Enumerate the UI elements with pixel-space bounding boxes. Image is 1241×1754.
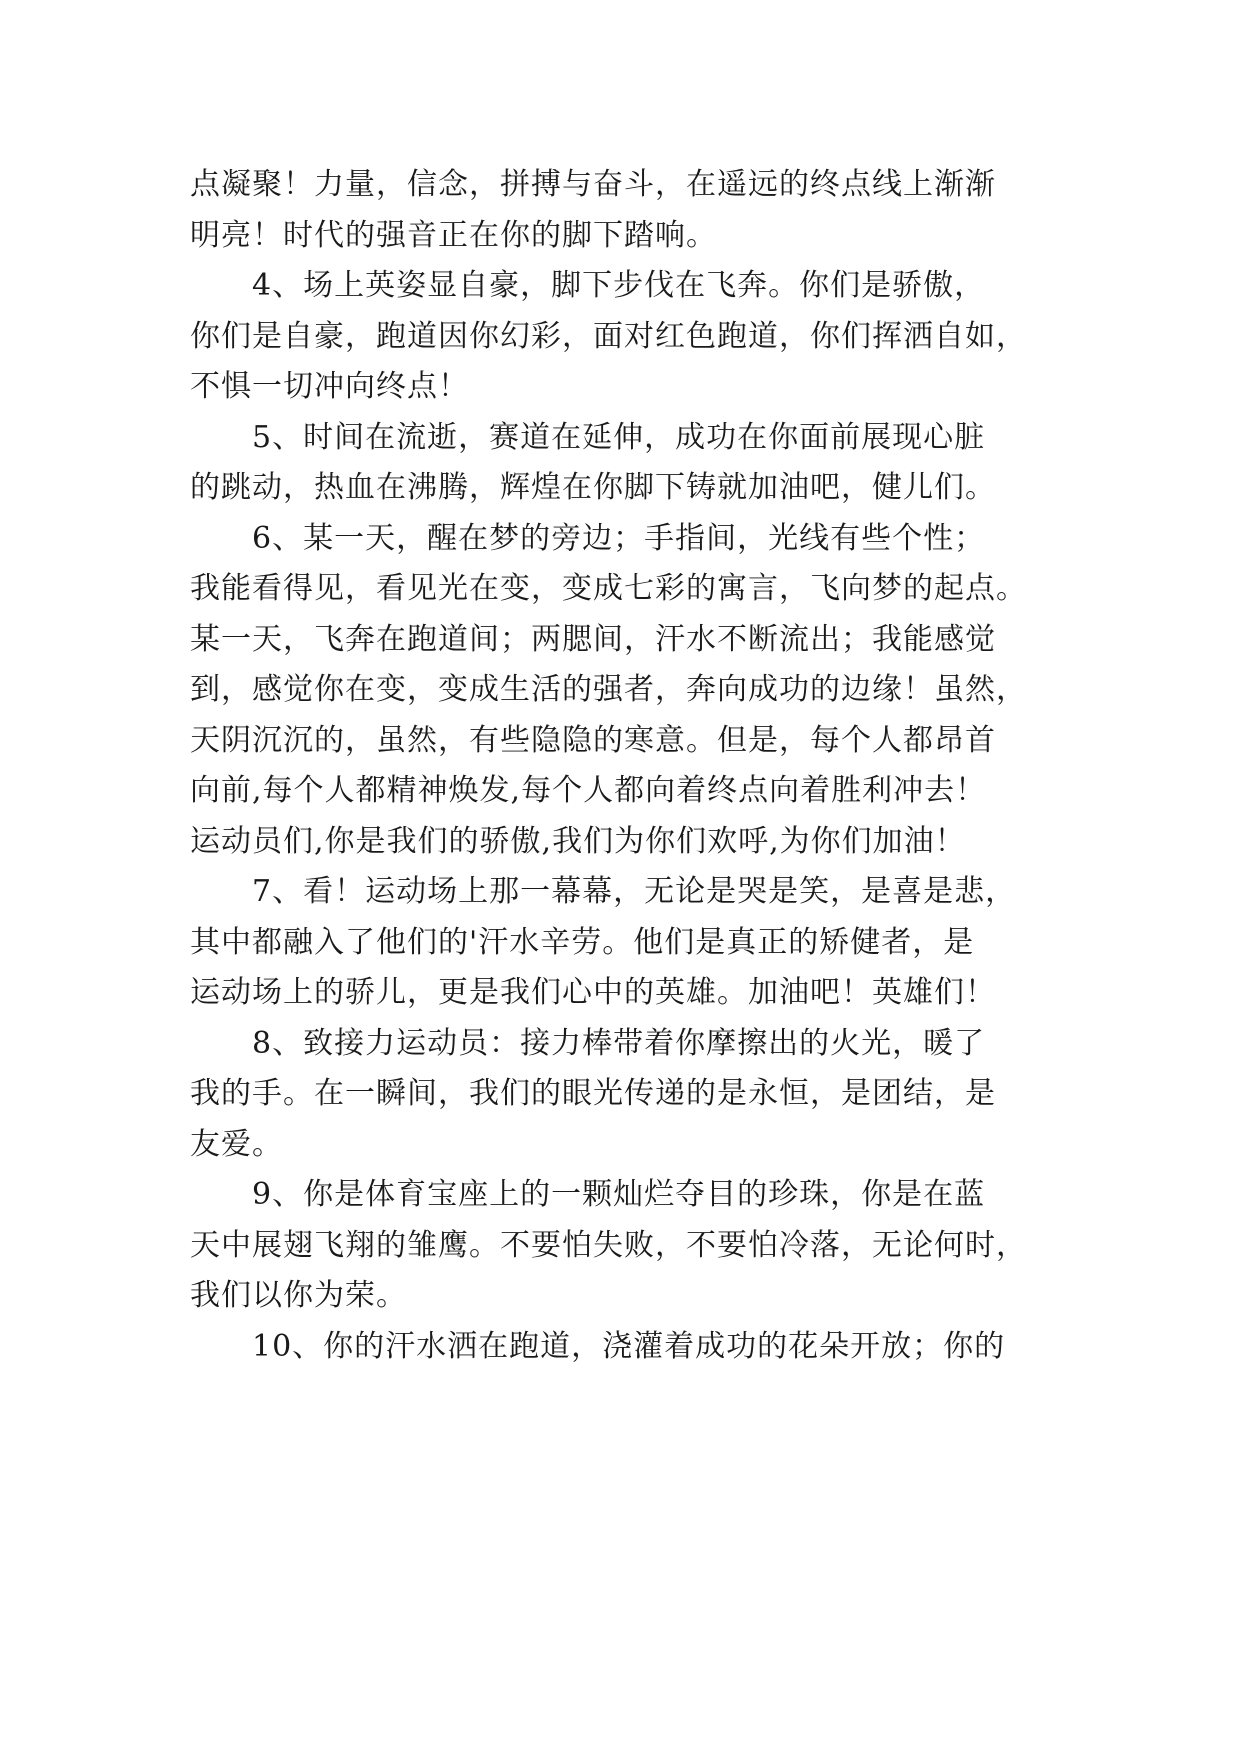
text-line: 友爱。 [190, 1126, 283, 1162]
text-line: 运动场上的骄儿，更是我们心中的英雄。加油吧！英雄们！ [190, 975, 996, 1010]
text-line: 点凝聚！力量，信念，拼搏与奋斗，在遥远的终点线上渐渐 [190, 167, 996, 202]
text-line: 其中都融入了他们的'汗水辛劳。他们是真正的矫健者，是 [190, 924, 975, 960]
text-line: 我们以你为荣。 [190, 1278, 407, 1313]
text-line: 你们是自豪，跑道因你幻彩，面对红色跑道，你们挥洒自如， [190, 318, 1027, 354]
text-line: 的跳动，热血在沸腾，辉煌在你脚下铸就加油吧，健儿们。 [190, 470, 996, 505]
paragraph-start-line: 4、场上英姿显自豪，脚下步伐在飞奔。你们是骄傲， [252, 268, 986, 303]
text-line: 我能看得见，看见光在变，变成七彩的寓言，飞向梦的起点。 [190, 571, 1027, 606]
text-line: 向前,每个人都精神焕发,每个人都向着终点向着胜利冲去！ [190, 773, 987, 808]
text-line: 到，感觉你在变，变成生活的强者，奔向成功的边缘！虽然， [190, 672, 1027, 707]
text-line: 不惧一切冲向终点！ [190, 369, 469, 404]
text-line: 某一天，飞奔在跑道间；两腮间，汗水不断流出；我能感觉 [190, 621, 996, 657]
paragraph-start-line: 7、看！运动场上那一幕幕，无论是哭是笑，是喜是悲， [252, 874, 1017, 909]
text-line: 天阴沉沉的，虽然，有些隐隐的寒意。但是，每个人都昂首 [190, 722, 996, 758]
text-line: 我的手。在一瞬间，我们的眼光传递的是永恒，是团结，是 [190, 1076, 996, 1111]
paragraph-start-line: 8、致接力运动员：接力棒带着你摩擦出的火光，暖了 [252, 1025, 986, 1061]
text-line: 明亮！时代的强音正在你的脚下踏响。 [190, 217, 717, 253]
text-line: 运动员们,你是我们的骄傲,我们为你们欢呼,为你们加油！ [190, 823, 966, 859]
paragraph-start-line: 10、你的汗水洒在跑道，浇灌着成功的花朵开放；你的 [252, 1328, 1006, 1364]
paragraph-start-line: 6、某一天，醒在梦的旁边；手指间，光线有些个性； [252, 520, 986, 556]
body-text [190, 160, 1070, 1372]
paragraph-start-line: 9、你是体育宝座上的一颗灿烂夺目的珍珠，你是在蓝 [252, 1177, 986, 1212]
text-line: 天中展翅飞翔的雏鹰。不要怕失败，不要怕冷落，无论何时， [190, 1227, 1027, 1263]
paragraph-start-line: 5、时间在流逝，赛道在延伸，成功在你面前展现心脏 [252, 419, 986, 455]
